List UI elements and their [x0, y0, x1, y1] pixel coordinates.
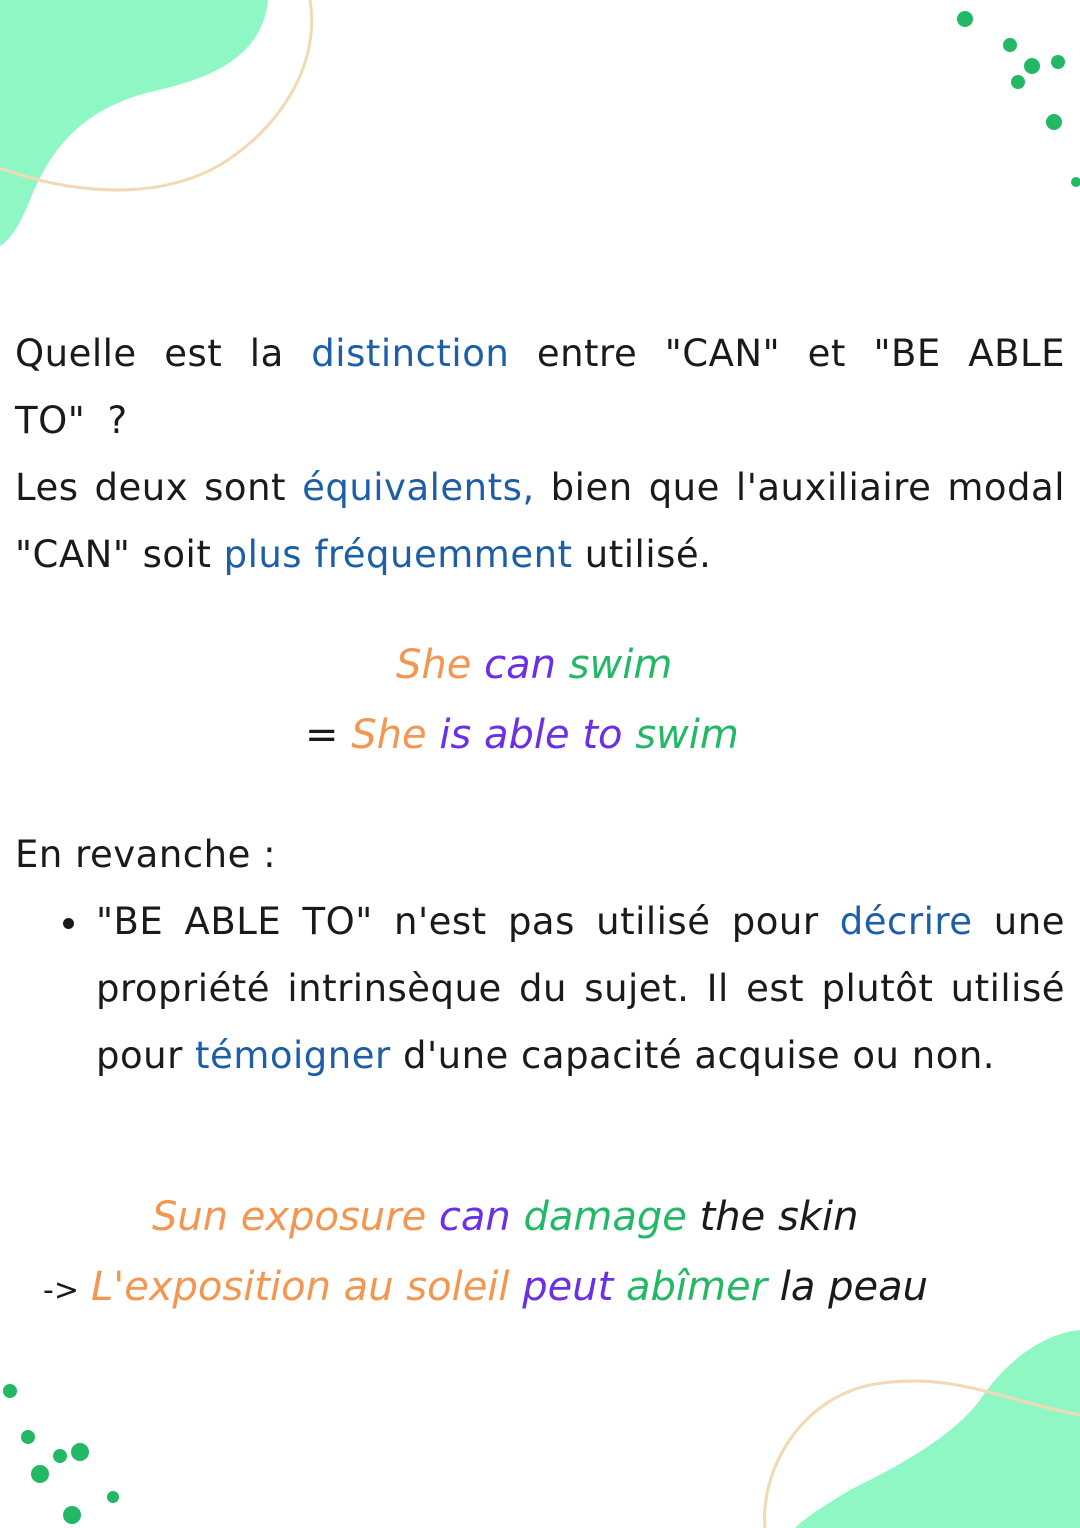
example-sun-exposure: [152, 1182, 858, 1252]
example-modal: can: [484, 642, 556, 688]
bottom-right-line: [765, 1381, 1080, 1528]
example-subject: She: [396, 642, 472, 688]
question-text-end: entre "CAN" et "BE ABLE TO" ?: [15, 332, 1065, 442]
highlight-frequency: plus fréquemment: [223, 533, 573, 576]
note-content: [15, 320, 1065, 1310]
question-paragraph: [15, 320, 1065, 454]
highlight-distinction: distinction: [311, 332, 510, 375]
equals-sign: =: [305, 712, 339, 758]
example-modal: is able to: [439, 712, 623, 758]
example-verb: abîmer: [626, 1264, 768, 1310]
example-translation: [43, 1252, 928, 1326]
bottom-right-blob: [795, 1330, 1080, 1528]
bullet-item: [15, 888, 1065, 1089]
top-left-line: [0, 0, 312, 190]
highlight-equivalents: équivalents,: [302, 466, 535, 509]
example-object: la peau: [779, 1264, 928, 1310]
example-subject: Sun exposure: [152, 1194, 427, 1240]
answer-paragraph: [15, 454, 1065, 588]
bullet-text-middle: une propriété intrinsèque du sujet. Il est plutôt utilisé pour: [96, 900, 1065, 1077]
example-subject: L'exposition au soleil: [90, 1264, 510, 1310]
example-verb: damage: [523, 1194, 687, 1240]
question-text: Quelle est la: [15, 332, 312, 375]
example-modal: can: [438, 1194, 511, 1240]
revanche-heading: En revanche :: [15, 833, 277, 876]
highlight-temoigner: témoigner: [195, 1034, 391, 1077]
bullet-icon: [63, 918, 74, 929]
top-right-dots: [957, 11, 1080, 187]
bottom-left-dots: [3, 1384, 119, 1524]
example-verb: swim: [635, 712, 739, 758]
example-subject: She: [351, 712, 427, 758]
answer-text-middle: bien que l'auxiliaire modal "CAN" soit: [15, 466, 1065, 576]
bullet-text-end: d'une capacité acquise ou non.: [390, 1034, 996, 1077]
example-object: the skin: [699, 1194, 859, 1240]
answer-text-end: utilisé.: [572, 533, 712, 576]
example-verb: swim: [568, 642, 673, 688]
highlight-decrire: décrire: [839, 900, 973, 943]
bullet-text: [96, 888, 1065, 1089]
top-left-blob: [0, 0, 268, 246]
answer-text: Les deux sont: [15, 466, 303, 509]
arrow-icon: ->: [43, 1273, 79, 1308]
example-can-swim: [396, 630, 672, 700]
bullet-text-start: "BE ABLE TO" n'est pas utilisé pour: [96, 900, 840, 943]
example-able-to-swim: [305, 700, 739, 770]
example-modal: peut: [522, 1264, 614, 1310]
